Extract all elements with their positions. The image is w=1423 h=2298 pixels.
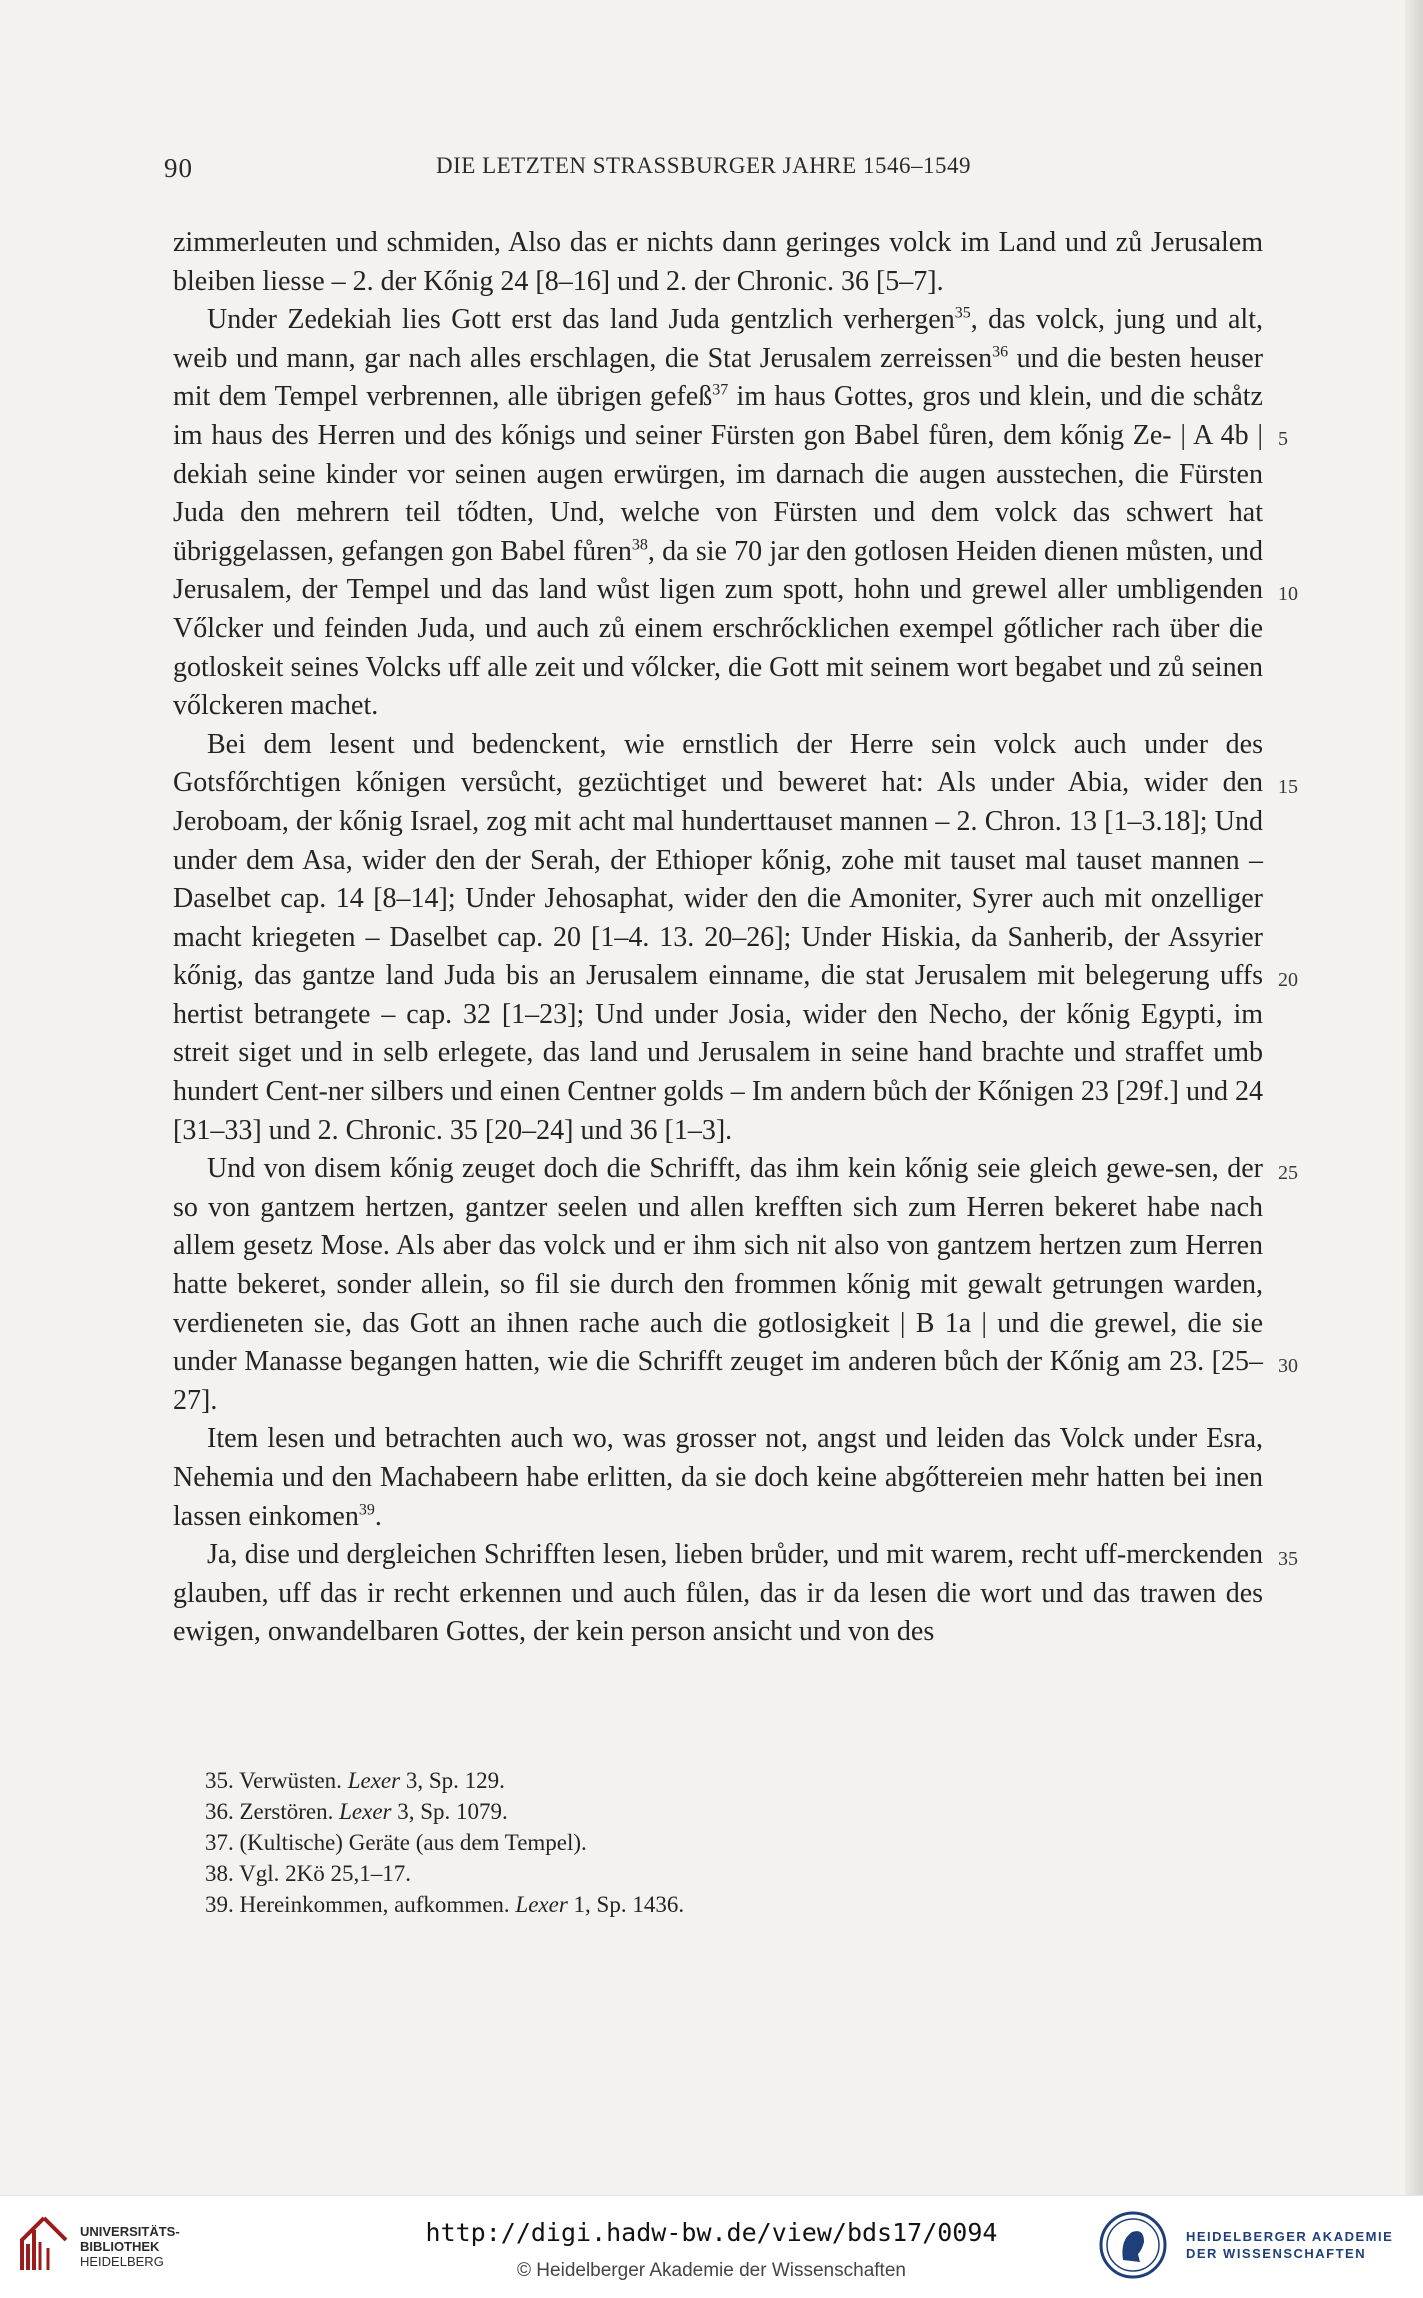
paragraph [173, 726, 1263, 1151]
paragraph [173, 1420, 1263, 1536]
text-line: den die Amoniter, Syrer auch mit onzelliger macht kriegeten – Daselbet cap. 20 [1–4. 13. [173, 883, 1263, 953]
footnote-ref: 38 [631, 536, 648, 554]
footnote-text: Verwüsten. [239, 1768, 348, 1793]
text-line: Babel fůren, dem kőnig Ze- | A 4b | dekiah seine kinder vor seinen augen erwürgen, im [173, 419, 1263, 490]
text-line: Jerusalem einname, die stat Jerusalem mit belegerung uffs hertist betrangete – cap. 32 [173, 960, 1263, 1030]
text-line: Item lesen und betrachten auch wo, was grosser not, angst und leiden das Volck [207, 1423, 1125, 1455]
line-number: 25 [1278, 1162, 1298, 1184]
footnote-text: (Kultische) Geräte (aus dem Tempel). [239, 1830, 587, 1855]
text-line: Gotsfőrchtigen kőnigen versůcht, gezüchtiget und beweret hat: Als under Abia, [173, 767, 1130, 799]
line-number: 15 [1278, 776, 1298, 798]
footnote [205, 1889, 1205, 1920]
viewer-footer [0, 2195, 1423, 2298]
text-line: und das trawen des ewigen, onwandelbaren Gottes, der kein person ansicht und von des [173, 1577, 1264, 1648]
footnote-ref: 39 [358, 1501, 375, 1519]
text-line: merckenden glauben, uff das ir recht erkennen und auch fůlen, das ir da lesen die wort [173, 1539, 1263, 1609]
footnote-text: Zerstören. [239, 1799, 340, 1824]
footnote-ref: 36 [992, 343, 1009, 361]
academy-seal-icon [1098, 2210, 1168, 2280]
footnote-text: Hereinkommen, aufkommen. [239, 1892, 516, 1917]
text-line: Chron. 13 [1–3.18]; Und under dem Asa, wider den der Serah, der Ethioper kőnig, [173, 805, 1263, 876]
page-number: 90 [164, 153, 193, 183]
footnote-source: Lexer [515, 1892, 568, 1917]
text-line: seines Volcks uff alle zeit und vőlcker, die Gott mit seinem wort begabet und zů seinen [290, 651, 1263, 683]
footnote-source: Lexer [347, 1768, 401, 1793]
text-line: Bei dem lesent und bedenckent, wie ernstlich der Herre sein volck auch under des [207, 728, 1263, 760]
footnote [205, 1827, 1205, 1858]
text-line: land wůst ligen zum spott, hohn und grewel aller umbligenden Vőlcker und feinden [173, 574, 1263, 644]
text-line: [1–23]; Und under Josia, wider den Necho, der kőnig Egypti, im streit siget und in selb [173, 998, 1264, 1069]
footnote-ref: 35 [954, 304, 971, 322]
text-line: [31–33] und 2. Chronic. 35 [20–24] und 36 [1–3]. [173, 1114, 733, 1146]
academy-name: HEIDELBERGER AKADEMIE DER WISSENSCHAFTEN [1186, 2229, 1394, 2261]
line-number: 20 [1278, 969, 1298, 991]
text-line: ner silbers und einen Centner golds – Im andern bůch der Kőnigen 23 [29f.] und 24 [327, 1076, 1263, 1108]
running-title: DIE LETZTEN STRASSBURGER JAHRE 1546–1549 [436, 153, 971, 178]
footnote [205, 1765, 1205, 1796]
text-line: 20–26]; Under Hiskia, da Sanherib, der Assyrier kőnig, das gantze land Juda bis an [173, 921, 1264, 992]
text-line: Jerusalem bleiben liesse – 2. der Kőnig 24 [8–16] und 2. der Chronic. 36 [5–7]. [173, 227, 1264, 297]
text-line: die besten heuser mit dem Tempel verbrennen, alle übrigen gefeß$^{37}$ im haus Gottes, gros [173, 342, 1264, 413]
text-line: gotlosigkeit | B 1a | und die grewel, die sie under Manasse begangen hatten, wie die [173, 1307, 1264, 1378]
footnote-text: Vgl. 2Kö 25,1–17. [239, 1861, 411, 1886]
footnote-ref: 37 [712, 382, 729, 400]
university-library-name: UNIVERSITÄTS- BIBLIOTHEK HEIDELBERG [80, 2224, 180, 2269]
text-line: Schrifft zeuget im anderen bůch der Kőnig am 23. [25–27]. [173, 1346, 1264, 1416]
footnote-number: 35. [205, 1768, 240, 1793]
text-line: zohe mit tauset mal tauset mannen – Daselbet cap. 14 [8–14]; Under Jehosaphat, wider [173, 844, 1264, 915]
footnote [205, 1858, 1205, 1889]
text-line: Juda, und auch zů einem erschrőcklichen exempel gőtlicher rach über die gotloskeit [173, 612, 1264, 683]
text-line: Under Zedekiah lies Gott erst das land Juda gentzlich verhergen$^{35}$, das volck, jung [207, 304, 1166, 336]
body-text [173, 224, 1263, 1652]
footnotes [205, 1765, 1205, 1920]
text-line: erlegete, das land und Jerusalem in seine hand brachte und straffet umb hundert Cent- [173, 1037, 1263, 1108]
line-number: 35 [1278, 1548, 1298, 1570]
footnote-ref-detail: 3, Sp. 1079. [391, 1799, 508, 1824]
running-head [164, 153, 1264, 189]
permalink-url[interactable]: http://digi.hadw-bw.de/view/bds17/0094 [425, 2218, 998, 2247]
footnote-ref-detail: 1, Sp. 1436. [567, 1892, 685, 1917]
paragraph [173, 1536, 1263, 1652]
line-number: 10 [1278, 583, 1298, 605]
footnote-ref-detail: 3, Sp. 129. [400, 1768, 505, 1793]
line-number: 5 [1278, 428, 1288, 450]
text-line: darnach die augen ausstechen, die Fürsten Juda den mehrern teil tődten, Und, welche [173, 458, 1263, 529]
footnote-number: 39. [205, 1892, 240, 1917]
footnote-number: 37. [205, 1830, 240, 1855]
text-line: und klein, und die schåtz im haus des Herren und des kőnigs und seiner Fürsten gon [173, 381, 1263, 451]
text-line: bekeret habe nach allem gesetz Mose. Als aber das volck und er ihm sich nit also von [173, 1191, 1264, 1262]
footnote-number: 36. [205, 1799, 240, 1824]
line-number: 30 [1278, 1355, 1298, 1377]
paragraph [173, 301, 1263, 726]
footnote [205, 1796, 1205, 1827]
text-line: von Fürsten und dem volck das schwert hat übriggelassen, gefangen gon Babel fůren$^{38}$, [173, 497, 1263, 567]
text-line: kőnig mit gewalt getrungen warden, verdieneten sie, das Gott an ihnen rache auch die [173, 1269, 1263, 1339]
copyright-notice: © Heidelberger Akademie der Wissenschaften [517, 2260, 906, 2281]
footnote-source: Lexer [339, 1799, 392, 1824]
text-line: gantzem hertzen zum Herren hatte bekeret, sonder allein, so fil sie durch den frommen [173, 1230, 1264, 1301]
paragraph [173, 1150, 1263, 1420]
text-line: da sie 70 jar den gotlosen Heiden dienen můsten, und Jerusalem, der Tempel und das [173, 535, 1264, 606]
text-line: zimmerleuten und schmiden, Also das er nichts dann geringes volck im Land und zů [173, 227, 1143, 258]
text-line: mehr hatten bei inen lassen einkomen$^{39}$. [173, 1462, 1264, 1532]
footnote-number: 38. [205, 1861, 240, 1886]
text-line: wider den Jeroboam, der kőnig Israel, zog mit acht mal hunderttauset mannen – 2. [173, 767, 1264, 837]
paragraph [173, 224, 1263, 301]
text-line: under Esra, Nehemia und den Machabeern habe erlitten, da sie doch keine abgőttereien [173, 1423, 1263, 1493]
text-line: sen, der so von gantzem hertzen, gantzer seelen und allen krefften sich zum Herren [173, 1153, 1263, 1223]
text-line: vőlckeren machet. [173, 690, 379, 722]
text-line: Ja, dise und dergleichen Schrifften lesen, lieben brůder, und mit warem, recht uff- [207, 1539, 1127, 1571]
text-line: Und von disem kőnig zeuget doch die Schrifft, das ihm kein kőnig seie gleich gewe- [207, 1153, 1175, 1185]
text-line: und alt, weib und mann, gar nach alles erschlagen, die Stat Jerusalem zerreissen$^{36}$ und [173, 304, 1263, 374]
